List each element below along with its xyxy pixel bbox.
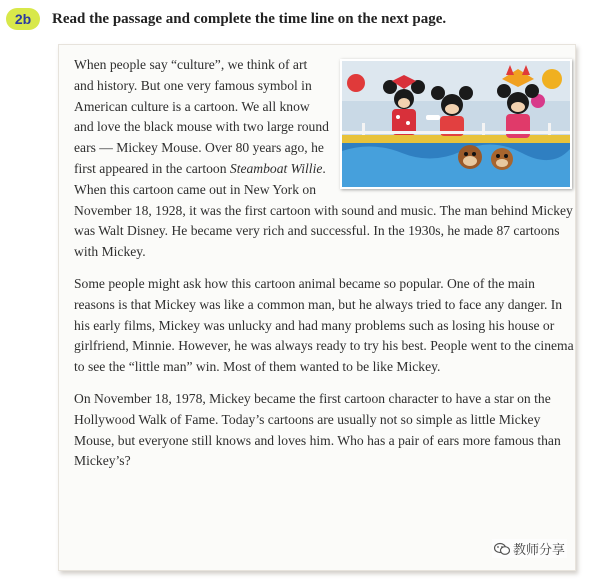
watermark (492, 539, 567, 558)
exercise-badge: 2b (6, 8, 40, 30)
parade-illustration (342, 61, 570, 187)
paragraph-2: Some people might ask how this cartoon animal became so popular. One of the main reasons is that Mickey was like a common man, but he always tried to face any danger. In his early films, Mickey was unlucky and had many problems such as losing his house or girlfriend, Minnie. However, he was always ready to try his best. People went to the cinema to see the “little man” win. Most of them wanted to be like Mickey. (74, 275, 574, 375)
passage-text (74, 55, 574, 483)
paragraph-1-part-1: When people say “culture”, we think of art and history. But one very famous symbol in American culture is a cartoon. We all know and love the black mouse with two large round ears — Mickey Mouse. Over 80 years ago, he first appeared in the cartoon (74, 57, 329, 176)
exercise-instruction: Read the passage and complete the time line on the next page. (52, 10, 447, 27)
exercise-header (6, 6, 594, 32)
paragraph-1-part-2: . When this cartoon came out in New York on November 18, 1928, it was the first cartoon with sound and music. The man behind Mickey was Walt Disney. He became very rich and successful. In the 1930s, he made 87 cartoons with Mickey. (74, 160, 573, 260)
paragraph-3: On November 18, 1978, Mickey became the first cartoon character to have a star on the Hollywood Walk of Fame. Today’s cartoons are usually not so simple as little Mickey Mouse, but everyone still knows and loves him. Who has a pair of ears more famous than Mickey’s? (74, 390, 561, 469)
passage-card (58, 44, 576, 571)
paragraph-1 (74, 55, 574, 263)
watermark-text: 教师分享 (512, 543, 565, 558)
mickey-parade-photo (340, 59, 572, 189)
cartoon-title: Steamboat Willie (229, 160, 323, 176)
wechat-icon (494, 542, 510, 556)
